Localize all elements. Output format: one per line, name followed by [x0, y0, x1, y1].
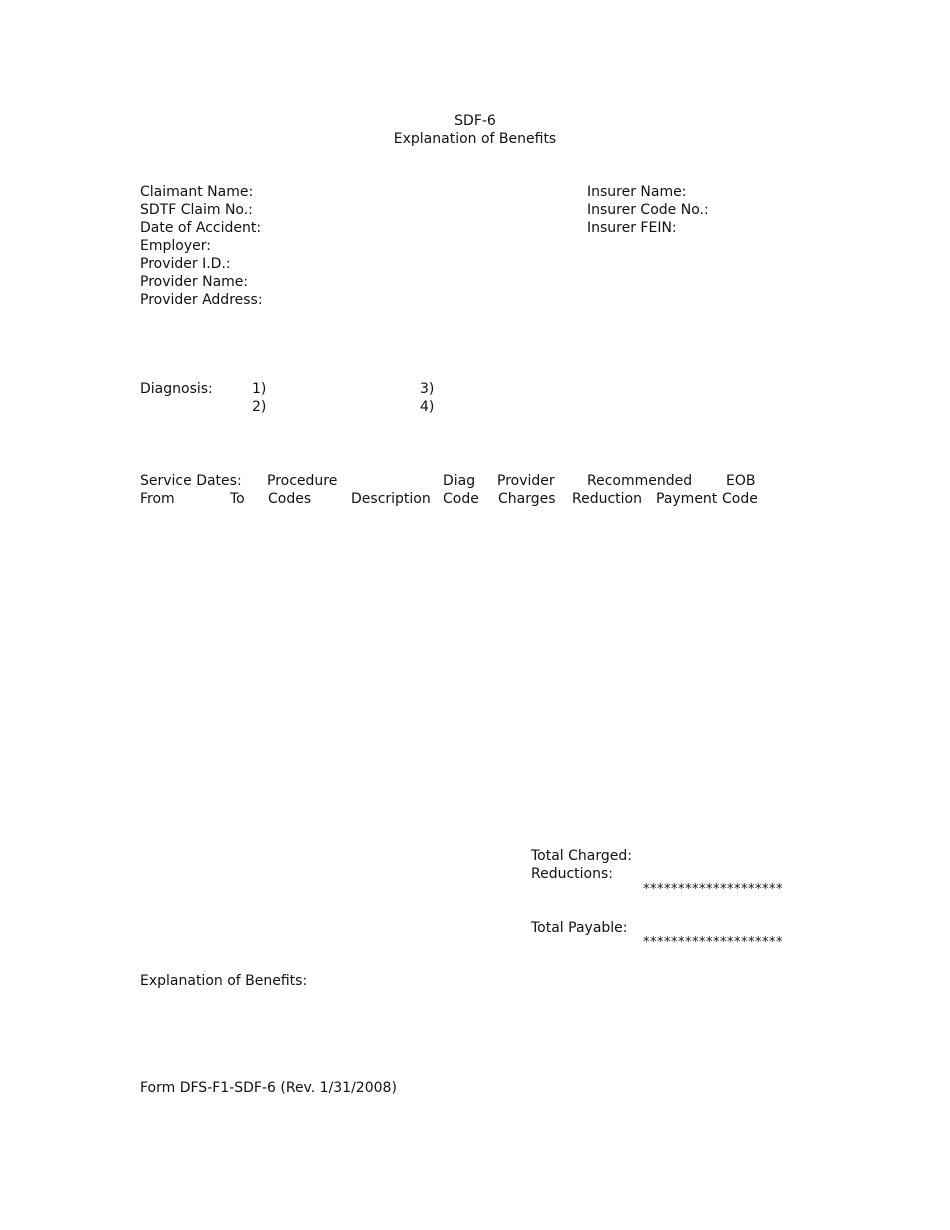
provider-id-label: Provider I.D.:	[140, 256, 231, 272]
form-header	[0, 112, 950, 148]
col-eob-code: Code	[722, 491, 758, 507]
provider-address-label: Provider Address:	[140, 292, 263, 308]
provider-name-label: Provider Name:	[140, 274, 249, 290]
insurer-code-no-label: Insurer Code No.:	[587, 202, 709, 218]
col-payment: Payment	[656, 491, 718, 507]
insurer-fields	[587, 183, 709, 237]
claimant-fields	[140, 183, 263, 309]
diagnosis-item-1: 1)	[252, 381, 267, 397]
col-diag: Diag	[443, 473, 476, 489]
total-charged-label: Total Charged:	[531, 848, 632, 864]
col-diag-code: Code	[443, 491, 479, 507]
col-procedure: Procedure	[267, 473, 338, 489]
col-codes: Codes	[268, 491, 312, 507]
explanation-of-benefits-label: Explanation of Benefits:	[140, 973, 308, 989]
col-recommended: Recommended	[587, 473, 693, 489]
separator-stars-1: ********************	[643, 882, 783, 897]
separator-stars-2: ********************	[643, 935, 783, 950]
form-footer: Form DFS-F1-SDF-6 (Rev. 1/31/2008)	[140, 1080, 397, 1096]
insurer-name-label: Insurer Name:	[587, 184, 687, 200]
claimant-name-label: Claimant Name:	[140, 184, 254, 200]
total-payable-label: Total Payable:	[531, 920, 628, 936]
form-code: SDF-6	[454, 113, 496, 129]
employer-label: Employer:	[140, 238, 211, 254]
col-provider: Provider	[497, 473, 555, 489]
sdtf-claim-no-label: SDTF Claim No.:	[140, 202, 253, 218]
date-of-accident-label: Date of Accident:	[140, 220, 262, 236]
insurer-fein-label: Insurer FEIN:	[587, 220, 677, 236]
col-reduction: Reduction	[572, 491, 642, 507]
form-title: Explanation of Benefits	[393, 131, 557, 147]
col-description: Description	[351, 491, 431, 507]
col-eob: EOB	[726, 473, 756, 489]
diagnosis-item-2: 2)	[252, 399, 267, 415]
diagnosis-item-4: 4)	[420, 399, 435, 415]
col-to: To	[230, 491, 245, 507]
reductions-label: Reductions:	[531, 866, 613, 882]
diagnosis-item-3: 3)	[420, 381, 435, 397]
diagnosis-label: Diagnosis:	[140, 381, 213, 397]
col-charges: Charges	[498, 491, 556, 507]
col-service-dates: Service Dates:	[140, 473, 242, 489]
col-from: From	[140, 491, 175, 507]
